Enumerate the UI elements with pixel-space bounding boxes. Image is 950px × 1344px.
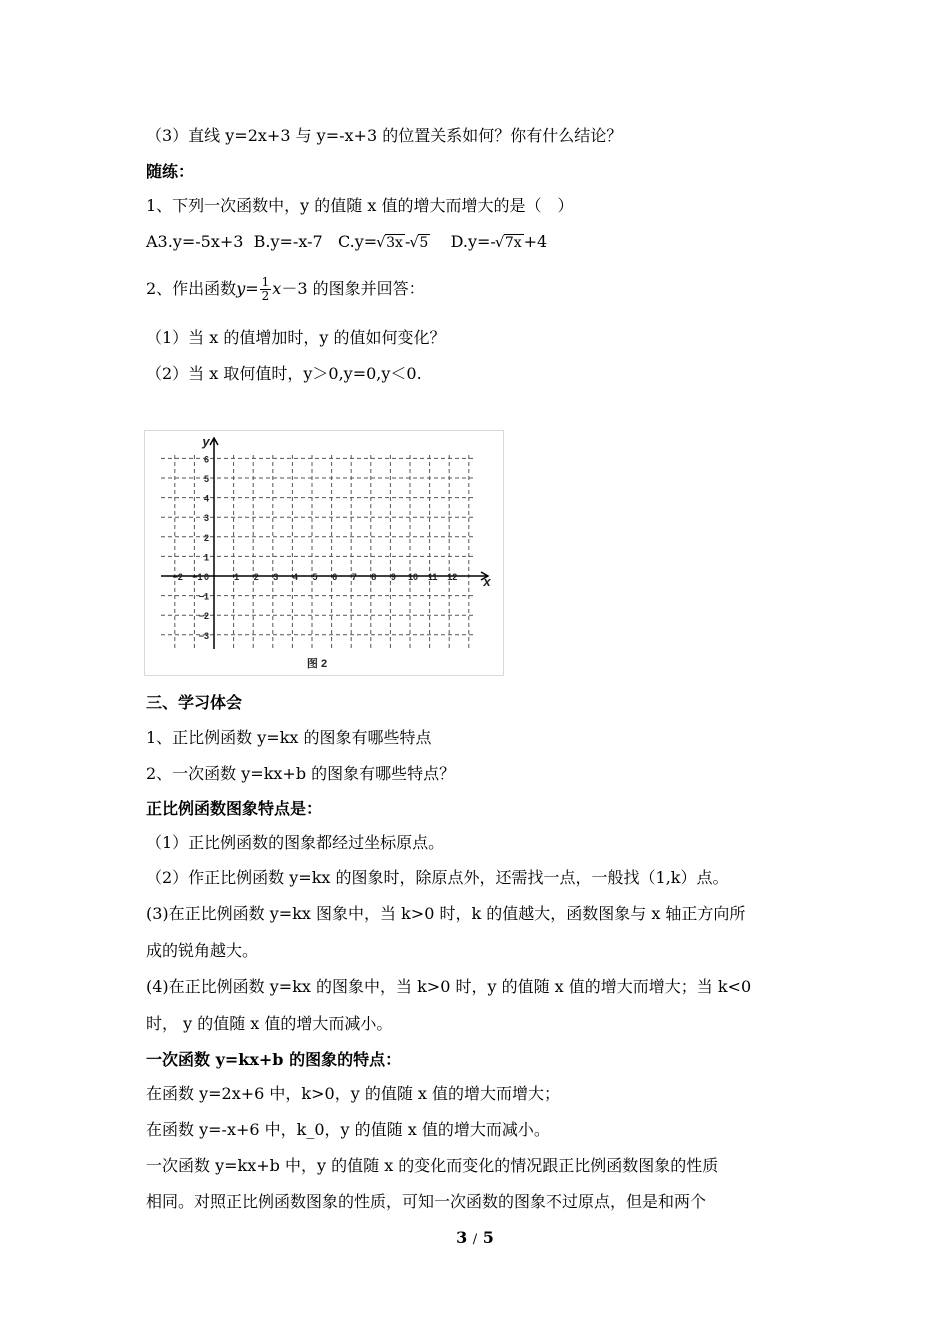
linear-heading: 一次函数 y=kx+b 的图象的特点：	[146, 1050, 402, 1069]
property-3-line-1: (3)在正比例函数 y=kx 图象中，当 k>0 时，k 的值越大，函数图象与 x 轴正方向所	[146, 904, 746, 923]
option-d: D.y=-√ 7x +4	[451, 232, 548, 251]
summary-2: 2、一次函数 y=kx+b 的图象有哪些特点？	[146, 764, 456, 783]
sqrt-7x: √ 7x	[504, 234, 524, 251]
linear-2: 在函数 y=-x+6 中，k_0，y 的值随 x 值的增大而减小。	[146, 1120, 550, 1139]
total-pages: 5	[482, 1228, 494, 1247]
linear-1: 在函数 y=2x+6 中，k>0，y 的值随 x 值的增大而增大；	[146, 1084, 561, 1103]
x-tick-label: 5	[312, 572, 318, 582]
option-a: A3.y=-5x+3	[146, 232, 244, 251]
practice-1-options	[146, 231, 826, 253]
y-axis-label: y	[202, 434, 210, 449]
coordinate-grid-svg	[145, 431, 503, 675]
property-1: （1）正比例函数的图象都经过坐标原点。	[146, 833, 445, 852]
x-tick-label: 6	[332, 572, 338, 582]
property-4-line-1: (4)在正比例函数 y=kx 的图象中，当 k>0 时，y 的值随 x 值的增大而增大；当 k<0	[146, 977, 752, 996]
y-tick-label: −3	[198, 630, 209, 641]
x-tick-label: 2	[253, 572, 259, 582]
question-3: （3）直线 y=2x+3 与 y=-x+3 的位置关系如何？你有什么结论？	[146, 126, 623, 145]
sqrt-5: √ 5	[418, 234, 430, 251]
property-heading: 正比例函数图象特点是：	[146, 799, 323, 818]
property-2: （2）作正比例函数 y=kx 的图象时，除原点外，还需找一点，一般找（1,k）点。	[146, 868, 729, 887]
fraction-half: $\frac{1}{2}$	[261, 275, 270, 303]
y-tick-label: 5	[203, 474, 209, 484]
property-3-line-2: 成的锐角越大。	[146, 941, 259, 960]
x-tick-label: 10	[407, 572, 419, 582]
linear-3-line-1: 一次函数 y=kx+b 中，y 的值随 x 的变化而变化的情况跟正比例函数图象的性质	[146, 1156, 719, 1175]
section-3-heading: 三、学习体会	[146, 693, 243, 712]
practice-2-q1: （1）当 x 的值增加时，y 的值如何变化？	[146, 328, 446, 347]
y-tick-label: 4	[203, 493, 209, 504]
option-b: B.y=-x-7	[253, 232, 323, 251]
y-tick-label: −1	[198, 591, 209, 602]
practice-heading: 随练：	[146, 162, 195, 181]
x-tick-label: 11	[427, 572, 438, 582]
x-tick-label: −2	[172, 572, 183, 582]
property-4-line-2: 时， y 的值随 x 值的增大而减小。	[146, 1014, 393, 1033]
practice-2-q2: （2）当 x 取何值时，y＞0,y=0,y＜0.	[146, 364, 422, 383]
sqrt-3x: √ 3x	[385, 234, 405, 251]
figure-caption: 图 2	[306, 658, 328, 670]
page-number	[0, 1228, 950, 1247]
x-tick-label: 1	[234, 572, 240, 582]
y-tick-label: 2	[203, 532, 209, 543]
y-tick-label: −2	[198, 611, 209, 622]
origin-label: 0	[203, 572, 209, 582]
x-tick-label: −1	[192, 572, 203, 582]
x-tick-label: 8	[371, 572, 377, 582]
x-tick-label: 3	[273, 572, 279, 582]
practice-2: 2、作出函数y= $\frac{1}{2}$ x－3 的图象并回答：	[146, 275, 425, 303]
summary-1: 1、正比例函数 y=kx 的图象有哪些特点	[146, 728, 432, 747]
x-tick-label: 9	[390, 572, 396, 582]
practice-1: 1、下列一次函数中，y 的值随 x 值的增大而增大的是（ ）	[146, 196, 574, 215]
x-tick-label: 4	[292, 572, 298, 582]
y-tick-label: 3	[203, 513, 209, 524]
coordinate-grid-figure	[144, 430, 504, 676]
x-axis-label: x	[483, 574, 491, 589]
x-tick-label: 12	[447, 572, 458, 582]
x-tick-label: 7	[351, 572, 357, 582]
linear-3-line-2: 相同。对照正比例函数图象的性质，可知一次函数的图象不过原点，但是和两个	[146, 1192, 707, 1211]
current-page: 3	[456, 1228, 468, 1247]
y-tick-label: 1	[203, 552, 209, 563]
y-tick-label: 6	[203, 454, 209, 465]
option-c: C.y=√ 3x -√ 5	[338, 232, 430, 251]
page-separator: /	[472, 1232, 478, 1247]
